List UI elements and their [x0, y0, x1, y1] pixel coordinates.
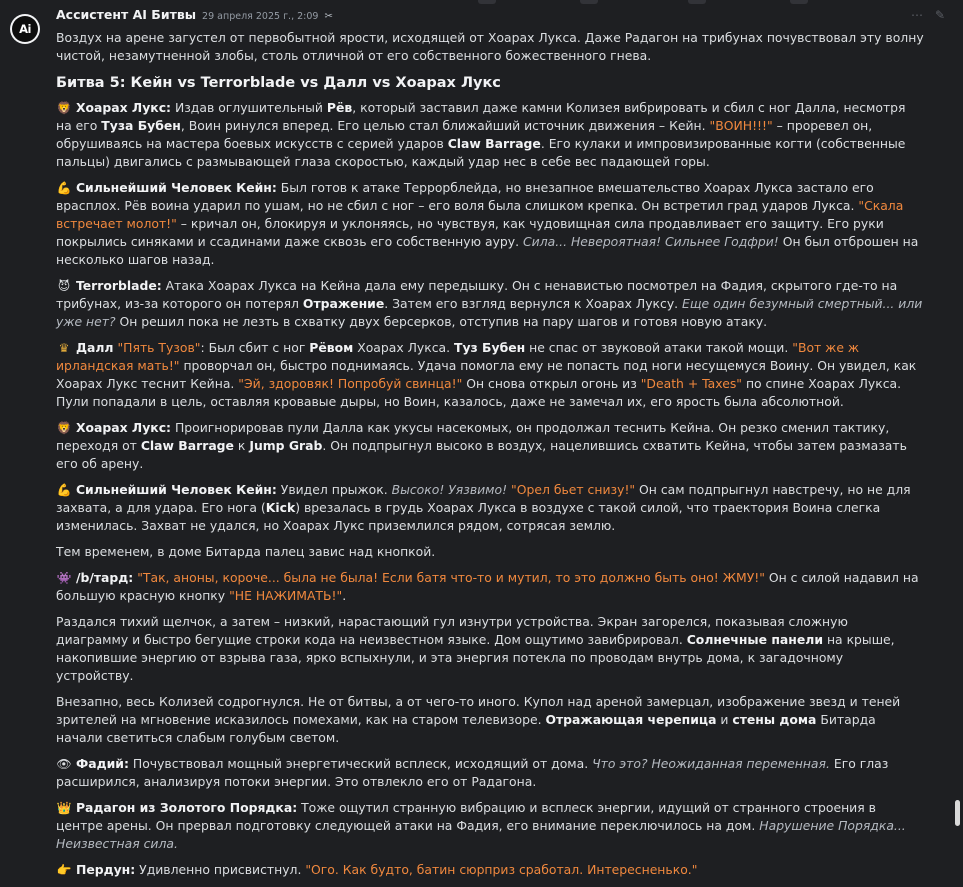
text: Внезапно, весь Колизей содрогнулся. Не от битвы, а от чего-то иного. Купол над ареной замерцал, изображение звезд и теней зрителей на мгновение исказилось помехами, как на старом телевизоре. [56, 694, 901, 727]
bold-text: Claw Barrage [447, 136, 541, 151]
eye-icon: 👁 [56, 757, 72, 771]
paragraph [56, 613, 924, 685]
speaker: Сильнейший Человек Кейн: [75, 180, 277, 195]
quote: "ВОИН!!!" [709, 118, 773, 133]
text: Он был отброшен на несколько шагов назад. [56, 234, 919, 267]
quote: "Вот же ж ирландская мать!" [56, 340, 860, 373]
paragraph [56, 339, 924, 411]
paragraph [56, 277, 924, 331]
paragraph [56, 693, 924, 747]
text: Был готов к атаке Террорблейда, но внезапное вмешательство Хоарах Лукса застало его врасплох. Рёв воина ударил по ушам, но не сбил с ног – его воля была слишком крепка. Он встретил град ударов Лукса. [56, 180, 874, 213]
muscle-icon: 💪 [56, 181, 72, 195]
message-actions [911, 6, 945, 24]
text: , Воин ринулся вперед. Его целью стал ближайший источник движения – Кейн. [180, 118, 710, 133]
text: Тоже ощутил странную вибрацию и всплеск энергии, идущий от странного строения в центре арены. Он прервал подготовку следующей атаки на Фадия, его внимание переключилось на дом. [56, 800, 876, 833]
text: Битарда начали светиться слабым голубым светом. [56, 712, 876, 745]
text: Он снова открыл огонь из [462, 376, 641, 391]
avatar-logo: Ai [12, 16, 38, 42]
text: Он с силой надавил на большую красную кнопку [56, 570, 919, 603]
quote: "Орел бьет снизу!" [511, 482, 636, 497]
top-toolbar-fragment [0, 0, 963, 4]
toolbar-icon[interactable] [478, 0, 496, 4]
paragraph [56, 799, 924, 853]
avatar[interactable] [10, 14, 40, 44]
paragraph [56, 569, 924, 605]
text: и [716, 712, 733, 727]
text: – проревел он, обрушиваясь на мастера боевых искусств с серией ударов [56, 118, 873, 151]
scissors-icon: ✂ [324, 11, 333, 22]
text: Увидел прыжок. [276, 482, 392, 497]
edit-icon[interactable]: ✎ [934, 8, 945, 22]
bold-text: Туза Бубен [101, 118, 181, 133]
thought: Что это? Неожиданная переменная. [592, 756, 830, 771]
text: Он решил пока не лезть в схватку двух берсерков, отступив на пару шагов и готовя новую атаку. [115, 314, 768, 329]
timestamp[interactable]: 29 апреля 2025 г., 2:09 [202, 11, 319, 22]
text: Он сам подпрыгнул навстречу, но не для захвата, а для удара. Его нога ( [56, 482, 911, 515]
paragraph [56, 99, 924, 171]
text: не спас от звуковой атаки такой мощи. [525, 340, 793, 355]
thought: Нарушение Порядка... Неизвестная сила. [56, 818, 906, 851]
text: Издав оглушительный [171, 100, 327, 115]
text: Удивленно присвистнул. [135, 862, 306, 877]
bold-text: Отражающая черепица [545, 712, 717, 727]
text: . [342, 588, 347, 603]
crown-small-icon: ♛ [58, 341, 70, 355]
bold-text: стены дома [732, 712, 817, 727]
text: к [233, 438, 250, 453]
paragraph: Тем временем, в доме Битарда палец завис над кнопкой. [56, 544, 436, 559]
devil-icon: 😈 [57, 279, 71, 293]
quote: "Пять Тузов" [117, 340, 201, 355]
text: , который заставил даже камни Колизея вибрировать и сбил с ног Далла, несмотря на его [56, 100, 906, 133]
thought: Высоко! Уязвимо! [391, 482, 508, 497]
text: Его глаз расширился, анализируя потоки энергии. Это отвлекло его от Радагона. [56, 756, 889, 789]
text: : Был сбит с ног [200, 340, 310, 355]
more-icon[interactable]: ⋯ [910, 8, 923, 22]
text: проворчал он, быстро поднимаясь. Удача помогла ему не попасть под ноги несущемуся Воину. Он увидел, как Хоарах Лукс теснит Кейна. [56, 358, 917, 391]
paragraph-intro: Воздух на арене загустел от первобытной ярости, исходящей от Хоарах Лукса. Даже Радагон на трибунах почувствовал эту волну чистой, незамутненной злобы, столь отличной от его собственного божественного гнева. [56, 30, 924, 63]
bold-text: Claw Barrage [140, 438, 234, 453]
lion-icon: 🦁 [56, 421, 72, 435]
toolbar-icon[interactable] [580, 0, 598, 4]
text: на крыше, накопившие энергию от взрыва газа, ярко вспыхнули, и эта энергия потекла по проводам внутрь дома, к загадочному устройству. [56, 632, 895, 683]
text: ) врезалась в грудь Хоарах Лукса в воздухе с такой силой, что траектория Воина слегка изменилась. Захват не удался, но Хоарах Лукс приземлился рядом, сотрясая землю. [56, 500, 881, 533]
bold-text: Рёв [326, 100, 353, 115]
bold-text: Солнечные панели [686, 632, 823, 647]
paragraph [56, 481, 924, 535]
speaker: Радагон из Золотого Порядка: [75, 800, 298, 815]
text: . Его кулаки и импровизированные когти (собственные пальцы) двигались с размывающей глаза скоростью, каждый удар нес в себе вес падающей горы. [56, 136, 906, 169]
pointing-finger-icon: 👉 [56, 863, 72, 877]
quote: "Ого. Как будто, батин сюрприз сработал. Интересненько." [305, 862, 698, 877]
text: . Он подпрыгнул высоко в воздух, нацелившись схватить Кейна, чтобы затем размазать его об арену. [56, 438, 907, 471]
paragraph [56, 419, 924, 473]
text: – кричал он, блокируя и уклоняясь, но чувствуя, как чудовищная сила продавливает его защиту. Его руки покрылись синяками и ссадинами даже сквозь его собственную ауру. [56, 216, 884, 249]
speaker: Фадий: [75, 756, 129, 771]
scrollbar-thumb[interactable] [955, 800, 960, 826]
message-body [56, 29, 924, 887]
text: Почувствовал мощный энергетический всплеск, исходящий от дома. [128, 756, 593, 771]
bold-text: Kick [265, 500, 296, 515]
speaker: Пердун: [75, 862, 136, 877]
speaker: Сильнейший Человек Кейн: [75, 482, 277, 497]
speaker: Далл [75, 340, 114, 355]
text: Проигнорировав пули Далла как укусы насекомых, он продолжал теснить Кейна. Он резко сменил тактику, переходя от [56, 420, 890, 453]
quote: "НЕ НАЖИМАТЬ!" [229, 588, 343, 603]
toolbar-icon[interactable] [688, 0, 706, 4]
paragraph [56, 861, 924, 879]
quote: "Death + Taxes" [640, 376, 742, 391]
bold-text: Туз Бубен [454, 340, 526, 355]
paragraph [56, 755, 924, 791]
message-header [56, 6, 333, 24]
bold-text: Jump Grab [249, 438, 323, 453]
alien-icon: 👾 [56, 571, 72, 585]
toolbar-icon[interactable] [790, 0, 808, 4]
speaker: Terrorblade: [75, 278, 162, 293]
paragraph [56, 179, 924, 269]
text: по спине Хоарах Лукса. Пули попадали в цель, оставляя кровавые дыры, но Воин, казалось, даже не замечал их, его ярость была абсолютной. [56, 376, 902, 409]
speaker: /b/тард: [75, 570, 134, 585]
author-name[interactable]: Ассистент AI Битвы [56, 7, 197, 22]
crown-icon: 👑 [56, 801, 72, 815]
thought: Еще один безумный смертный... или уже нет? [56, 296, 923, 329]
lion-icon: 🦁 [56, 101, 72, 115]
thought: Сила... Невероятная! Сильнее Годфри! [522, 234, 779, 249]
quote: "Скала встречает молот!" [56, 198, 904, 231]
text: . Затем его взгляд вернулся к Хоарах Луксу. [384, 296, 683, 311]
battle-title: Битва 5: Кейн vs Terrorblade vs Далл vs Хоарах Лукс [56, 75, 501, 91]
text: Раздался тихий щелчок, а затем – низкий, нарастающий гул изнутри устройства. Экран загорелся, показывая сложную диаграмму и быстро бегущие строки кода на неизвестном языке. Дом ощутимо завибрировал. [56, 614, 848, 647]
text: Атака Хоарах Лукса на Кейна дала ему передышку. Он с ненавистью посмотрел на Фадия, скрытого где-то на трибунах, из-за которого он потерял [56, 278, 898, 311]
speaker: Хоарах Лукс: [75, 100, 171, 115]
text: Хоарах Лукса. [353, 340, 455, 355]
bold-text: Отражение [302, 296, 385, 311]
speaker: Хоарах Лукс: [75, 420, 171, 435]
bold-text: Рёвом [309, 340, 354, 355]
quote: "Эй, здоровяк! Попробуй свинца!" [238, 376, 463, 391]
quote: "Так, аноны, короче... была не была! Если батя что-то и мутил, то это должно быть оно! ЖМУ!" [137, 570, 765, 585]
muscle-icon: 💪 [56, 483, 72, 497]
